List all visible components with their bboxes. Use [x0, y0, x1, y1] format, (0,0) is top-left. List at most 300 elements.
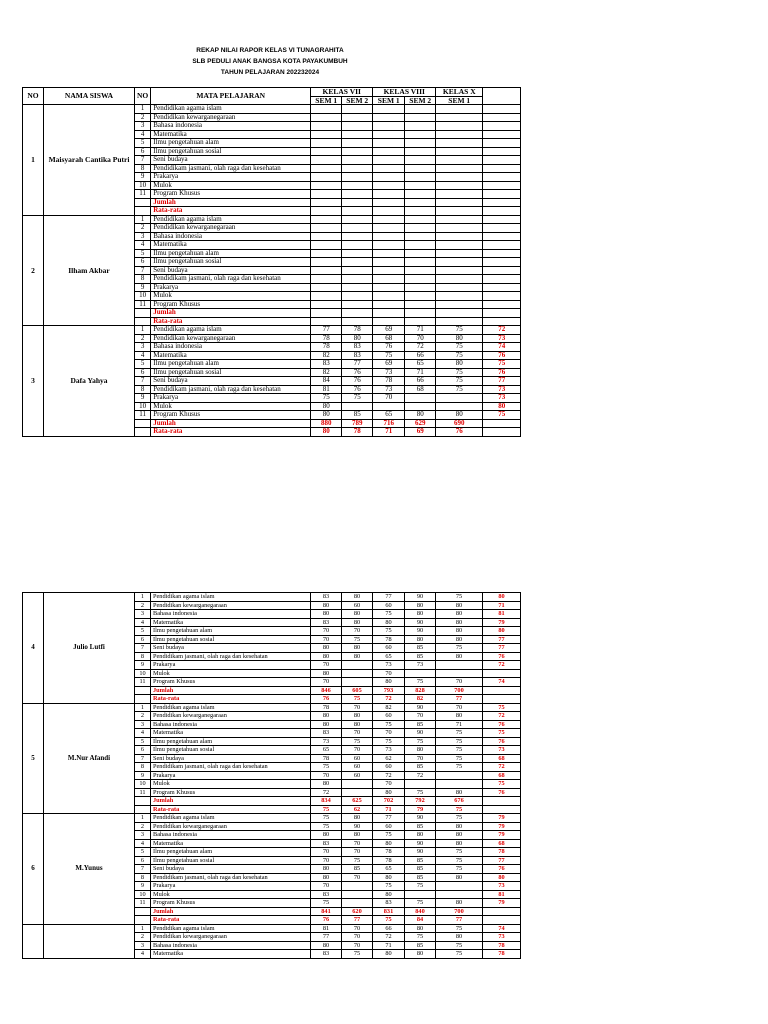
- rata-cell: 71: [373, 805, 405, 814]
- score-cell: 78: [483, 848, 521, 857]
- score-cell: [436, 258, 483, 267]
- score-cell: 80: [436, 618, 483, 627]
- score-cell: [342, 224, 373, 233]
- score-cell: 80: [436, 601, 483, 610]
- rata-cell: 76: [436, 428, 483, 437]
- score-cell: 78: [342, 326, 373, 335]
- subject-name: Matematika: [151, 839, 311, 848]
- score-cell: 83: [342, 351, 373, 360]
- school-name: SLB PEDULI ANAK BANGSA KOTA PAYAKUMBUH: [192, 58, 348, 65]
- score-cell: 80: [311, 644, 342, 653]
- score-cell: 80: [311, 831, 342, 840]
- subject-no: [135, 317, 151, 326]
- score-cell: [436, 249, 483, 258]
- score-cell: 75: [483, 703, 521, 712]
- subject-name: Ilmu pengetahuan alam: [151, 360, 311, 369]
- score-cell: 60: [373, 601, 405, 610]
- score-cell: [405, 300, 436, 309]
- score-cell: 70: [373, 394, 405, 403]
- subject-name: Pendidikam jasmani, olah raga dan kesehatan: [151, 873, 311, 882]
- score-cell: [311, 275, 342, 284]
- score-cell: [436, 232, 483, 241]
- jumlah-cell: [311, 198, 342, 207]
- score-cell: [311, 300, 342, 309]
- subject-name: Bahasa indonesia: [151, 831, 311, 840]
- score-cell: [436, 780, 483, 789]
- subject-no: 6: [135, 258, 151, 267]
- score-cell: 78: [311, 334, 342, 343]
- score-cell: 80: [405, 950, 436, 959]
- subject-name: Program Khusus: [151, 678, 311, 687]
- score-cell: 78: [311, 754, 342, 763]
- score-cell: [342, 661, 373, 670]
- score-cell: 68: [483, 754, 521, 763]
- score-cell: 75: [436, 924, 483, 933]
- subject-no: 2: [135, 334, 151, 343]
- score-cell: 77: [311, 326, 342, 335]
- score-cell: 75: [436, 343, 483, 352]
- student-name: Maisyarah Cantika Putri: [44, 105, 135, 216]
- rata-cell: [436, 207, 483, 216]
- score-cell: 70: [342, 941, 373, 950]
- subject-no: 11: [135, 190, 151, 199]
- score-cell: 85: [405, 941, 436, 950]
- col-sem2: SEM 2: [405, 96, 436, 105]
- rata-cell: 75: [436, 805, 483, 814]
- score-cell: 72: [405, 771, 436, 780]
- grade-table-page1: [22, 87, 521, 437]
- score-cell: [436, 283, 483, 292]
- rata-cell: [373, 317, 405, 326]
- score-cell: 65: [311, 746, 342, 755]
- subject-name: Seni budaya: [151, 377, 311, 386]
- subject-name: Mulok: [151, 292, 311, 301]
- subject-name: Pendidikan kewarganegaraan: [151, 601, 311, 610]
- subject-name: Program Khusus: [151, 190, 311, 199]
- score-cell: 80: [436, 899, 483, 908]
- subject-no: 2: [135, 933, 151, 942]
- score-cell: 83: [311, 839, 342, 848]
- rata-cell: 75: [373, 916, 405, 925]
- score-cell: [483, 258, 521, 267]
- subject-no: [135, 907, 151, 916]
- score-cell: 70: [342, 873, 373, 882]
- score-cell: [342, 882, 373, 891]
- rata-cell: [483, 916, 521, 925]
- rata-label: Rata-rata: [151, 805, 311, 814]
- score-cell: 83: [311, 729, 342, 738]
- subject-name: Prakarya: [151, 283, 311, 292]
- score-cell: 75: [405, 899, 436, 908]
- subject-no: 1: [135, 326, 151, 335]
- score-cell: [405, 394, 436, 403]
- score-cell: [373, 122, 405, 131]
- subject-no: [135, 695, 151, 704]
- score-cell: 83: [311, 618, 342, 627]
- score-cell: 78: [373, 856, 405, 865]
- score-cell: 79: [483, 831, 521, 840]
- score-cell: 82: [311, 351, 342, 360]
- score-cell: [405, 266, 436, 275]
- score-cell: 83: [342, 343, 373, 352]
- subject-no: 1: [135, 215, 151, 224]
- score-cell: 70: [342, 848, 373, 857]
- score-cell: 80: [483, 402, 521, 411]
- subject-name: Pendidikan agama islam: [151, 924, 311, 933]
- score-cell: 80: [373, 618, 405, 627]
- score-cell: 78: [311, 343, 342, 352]
- score-cell: [483, 130, 521, 139]
- score-cell: [405, 283, 436, 292]
- score-cell: [405, 241, 436, 250]
- score-cell: 75: [483, 411, 521, 420]
- subject-name: Pendidikan agama islam: [151, 215, 311, 224]
- score-cell: 77: [483, 644, 521, 653]
- score-cell: 76: [342, 368, 373, 377]
- score-cell: 78: [373, 377, 405, 386]
- score-cell: [405, 890, 436, 899]
- score-cell: [342, 678, 373, 687]
- score-cell: 80: [342, 652, 373, 661]
- subject-no: [135, 686, 151, 695]
- score-cell: 83: [373, 899, 405, 908]
- score-cell: 76: [373, 343, 405, 352]
- score-cell: 80: [342, 814, 373, 823]
- score-cell: [483, 156, 521, 165]
- score-cell: 77: [483, 377, 521, 386]
- score-cell: 75: [436, 377, 483, 386]
- score-cell: 70: [311, 771, 342, 780]
- score-cell: 90: [342, 822, 373, 831]
- score-cell: 70: [342, 839, 373, 848]
- score-cell: [311, 181, 342, 190]
- score-cell: 70: [311, 848, 342, 857]
- rata-cell: [483, 695, 521, 704]
- score-cell: [483, 105, 521, 114]
- score-cell: 70: [342, 746, 373, 755]
- score-cell: [483, 224, 521, 233]
- score-cell: 72: [483, 326, 521, 335]
- score-cell: 76: [483, 652, 521, 661]
- subject-name: Ilmu pengetahuan alam: [151, 737, 311, 746]
- score-cell: 84: [311, 377, 342, 386]
- score-cell: 85: [405, 856, 436, 865]
- subject-name: Pendidikam jasmani, olah raga dan kesehatan: [151, 385, 311, 394]
- score-cell: 73: [373, 368, 405, 377]
- subject-name: Program Khusus: [151, 788, 311, 797]
- score-cell: [436, 224, 483, 233]
- subject-no: 5: [135, 360, 151, 369]
- subject-no: 11: [135, 411, 151, 420]
- score-cell: 76: [483, 720, 521, 729]
- score-cell: 80: [436, 610, 483, 619]
- subject-name: Pendidikan agama islam: [151, 814, 311, 823]
- rata-cell: [311, 207, 342, 216]
- jumlah-cell: [483, 309, 521, 318]
- score-cell: 73: [483, 933, 521, 942]
- score-cell: 75: [436, 941, 483, 950]
- score-cell: 73: [311, 737, 342, 746]
- score-cell: 80: [405, 924, 436, 933]
- score-cell: 85: [405, 865, 436, 874]
- subject-name: Prakarya: [151, 661, 311, 670]
- subject-no: 9: [135, 661, 151, 670]
- rata-cell: 75: [342, 695, 373, 704]
- score-cell: 77: [373, 814, 405, 823]
- score-cell: [373, 249, 405, 258]
- score-cell: 80: [405, 601, 436, 610]
- score-cell: 80: [311, 601, 342, 610]
- subject-name: Mulok: [151, 890, 311, 899]
- subject-name: Program Khusus: [151, 411, 311, 420]
- score-cell: [405, 292, 436, 301]
- score-cell: [436, 292, 483, 301]
- student-no: 1: [23, 105, 44, 216]
- subject-no: 6: [135, 746, 151, 755]
- score-cell: [311, 224, 342, 233]
- score-cell: [342, 147, 373, 156]
- score-cell: 80: [311, 610, 342, 619]
- subject-no: 1: [135, 924, 151, 933]
- jumlah-label: Jumlah: [151, 686, 311, 695]
- score-cell: [373, 190, 405, 199]
- score-cell: [483, 300, 521, 309]
- score-cell: [342, 122, 373, 131]
- score-cell: 75: [373, 720, 405, 729]
- subject-no: 5: [135, 627, 151, 636]
- score-cell: 70: [311, 882, 342, 891]
- score-cell: 80: [373, 678, 405, 687]
- subject-name: Pendidikan agama islam: [151, 105, 311, 114]
- score-cell: 60: [342, 754, 373, 763]
- subject-no: 9: [135, 283, 151, 292]
- subject-name: Matematika: [151, 618, 311, 627]
- rata-label: Rata-rata: [151, 916, 311, 925]
- table-row: [23, 593, 521, 602]
- score-cell: [311, 173, 342, 182]
- subject-no: 4: [135, 950, 151, 959]
- subject-name: Program Khusus: [151, 899, 311, 908]
- subject-name: Bahasa indonesia: [151, 941, 311, 950]
- col-mata-pelajaran: MATA PELAJARAN: [151, 88, 311, 105]
- jumlah-label: Jumlah: [151, 309, 311, 318]
- score-cell: [373, 258, 405, 267]
- subject-name: Seni budaya: [151, 865, 311, 874]
- rata-label: Rata-rata: [151, 428, 311, 437]
- score-cell: [405, 232, 436, 241]
- score-cell: 75: [436, 848, 483, 857]
- score-cell: 75: [436, 856, 483, 865]
- col-kelas-viii: KELAS VIII: [373, 88, 436, 97]
- score-cell: 83: [311, 950, 342, 959]
- score-cell: 85: [405, 644, 436, 653]
- score-cell: 68: [483, 839, 521, 848]
- score-cell: 80: [342, 720, 373, 729]
- rata-label: Rata-rata: [151, 317, 311, 326]
- subject-no: 3: [135, 122, 151, 131]
- score-cell: 75: [405, 933, 436, 942]
- subject-no: 1: [135, 593, 151, 602]
- col-no-mapel: NO: [135, 88, 151, 105]
- score-cell: [342, 275, 373, 284]
- score-cell: 75: [405, 788, 436, 797]
- score-cell: 73: [405, 661, 436, 670]
- score-cell: 75: [436, 351, 483, 360]
- subject-name: Bahasa indonesia: [151, 343, 311, 352]
- subject-no: 6: [135, 856, 151, 865]
- score-cell: 73: [483, 385, 521, 394]
- score-cell: [405, 122, 436, 131]
- score-cell: [405, 105, 436, 114]
- subject-no: 4: [135, 241, 151, 250]
- score-cell: [342, 139, 373, 148]
- jumlah-cell: [405, 198, 436, 207]
- score-cell: [342, 899, 373, 908]
- subject-name: Ilmu pengetahuan sosial: [151, 746, 311, 755]
- score-cell: 70: [311, 856, 342, 865]
- subject-name: Bahasa indonesia: [151, 720, 311, 729]
- score-cell: [483, 241, 521, 250]
- score-cell: 78: [483, 950, 521, 959]
- subject-no: 8: [135, 873, 151, 882]
- jumlah-cell: 690: [436, 419, 483, 428]
- score-cell: 76: [342, 385, 373, 394]
- score-cell: [311, 122, 342, 131]
- table-row: [23, 703, 521, 712]
- score-cell: [311, 232, 342, 241]
- score-cell: 73: [373, 661, 405, 670]
- score-cell: [373, 164, 405, 173]
- rata-cell: 75: [311, 805, 342, 814]
- jumlah-cell: 846: [311, 686, 342, 695]
- subject-name: Ilmu pengetahuan alam: [151, 249, 311, 258]
- rata-cell: 77: [436, 916, 483, 925]
- score-cell: 75: [342, 635, 373, 644]
- subject-name: Pendidikam jasmani, olah raga dan kesehatan: [151, 275, 311, 284]
- col-kelas-vii: KELAS VII: [311, 88, 373, 97]
- score-cell: 70: [436, 703, 483, 712]
- jumlah-cell: [436, 309, 483, 318]
- score-cell: 73: [373, 746, 405, 755]
- score-cell: [436, 661, 483, 670]
- subject-no: 7: [135, 377, 151, 386]
- subject-name: Pendidikan kewarganegaraan: [151, 334, 311, 343]
- score-cell: 75: [436, 385, 483, 394]
- score-cell: 65: [373, 411, 405, 420]
- col-no: NO: [23, 88, 44, 105]
- score-cell: 80: [405, 746, 436, 755]
- score-cell: 80: [436, 788, 483, 797]
- score-cell: 75: [373, 737, 405, 746]
- score-cell: 68: [373, 334, 405, 343]
- score-cell: 75: [436, 593, 483, 602]
- score-cell: [436, 181, 483, 190]
- score-cell: 74: [483, 343, 521, 352]
- score-cell: 60: [373, 644, 405, 653]
- score-cell: [405, 402, 436, 411]
- score-cell: 76: [342, 377, 373, 386]
- score-cell: 80: [342, 610, 373, 619]
- score-cell: 80: [373, 890, 405, 899]
- score-cell: 75: [436, 763, 483, 772]
- rata-cell: [311, 317, 342, 326]
- score-cell: [483, 139, 521, 148]
- subject-name: Pendidikan kewarganegaraan: [151, 224, 311, 233]
- subject-name: Seni budaya: [151, 644, 311, 653]
- subject-name: Prakarya: [151, 882, 311, 891]
- score-cell: 74: [483, 678, 521, 687]
- score-cell: [373, 266, 405, 275]
- score-cell: 75: [483, 729, 521, 738]
- score-cell: [483, 113, 521, 122]
- score-cell: 81: [483, 610, 521, 619]
- score-cell: 76: [483, 351, 521, 360]
- subject-name: Prakarya: [151, 394, 311, 403]
- jumlah-cell: [483, 797, 521, 806]
- rata-cell: 78: [342, 428, 373, 437]
- score-cell: 90: [405, 627, 436, 636]
- subject-no: 1: [135, 814, 151, 823]
- rata-cell: 62: [342, 805, 373, 814]
- rata-cell: 71: [373, 428, 405, 437]
- rata-label: Rata-rata: [151, 207, 311, 216]
- score-cell: 80: [342, 593, 373, 602]
- score-cell: [342, 181, 373, 190]
- subject-no: [135, 309, 151, 318]
- score-cell: 75: [405, 737, 436, 746]
- subject-no: 5: [135, 848, 151, 857]
- subject-name: Pendidikan agama islam: [151, 326, 311, 335]
- table-row: [23, 105, 521, 114]
- score-cell: [436, 215, 483, 224]
- subject-no: 6: [135, 368, 151, 377]
- score-cell: [342, 130, 373, 139]
- score-cell: [436, 156, 483, 165]
- score-cell: 78: [373, 635, 405, 644]
- score-cell: 80: [311, 402, 342, 411]
- score-cell: 80: [311, 411, 342, 420]
- score-cell: [311, 130, 342, 139]
- subject-name: Pendidikam jasmani, olah raga dan kesehatan: [151, 763, 311, 772]
- score-cell: [483, 266, 521, 275]
- rata-cell: 84: [405, 916, 436, 925]
- score-cell: 82: [311, 368, 342, 377]
- subject-no: 2: [135, 113, 151, 122]
- jumlah-cell: 792: [405, 797, 436, 806]
- score-cell: 80: [436, 635, 483, 644]
- score-cell: [436, 147, 483, 156]
- subject-no: 1: [135, 105, 151, 114]
- score-cell: 75: [342, 394, 373, 403]
- score-cell: [483, 292, 521, 301]
- subject-name: Prakarya: [151, 771, 311, 780]
- subject-name: Pendidikam jasmani, olah raga dan kesehatan: [151, 164, 311, 173]
- score-cell: 70: [373, 729, 405, 738]
- student-name: Ilham Akbar: [44, 215, 135, 326]
- score-cell: [311, 266, 342, 275]
- score-cell: [342, 105, 373, 114]
- score-cell: 70: [342, 627, 373, 636]
- score-cell: 80: [311, 941, 342, 950]
- score-cell: 80: [436, 627, 483, 636]
- score-cell: [342, 232, 373, 241]
- score-cell: [483, 669, 521, 678]
- score-cell: [436, 275, 483, 284]
- score-cell: 85: [342, 411, 373, 420]
- jumlah-cell: 629: [405, 419, 436, 428]
- score-cell: [373, 283, 405, 292]
- subject-name: Pendidikan kewarganegaraan: [151, 822, 311, 831]
